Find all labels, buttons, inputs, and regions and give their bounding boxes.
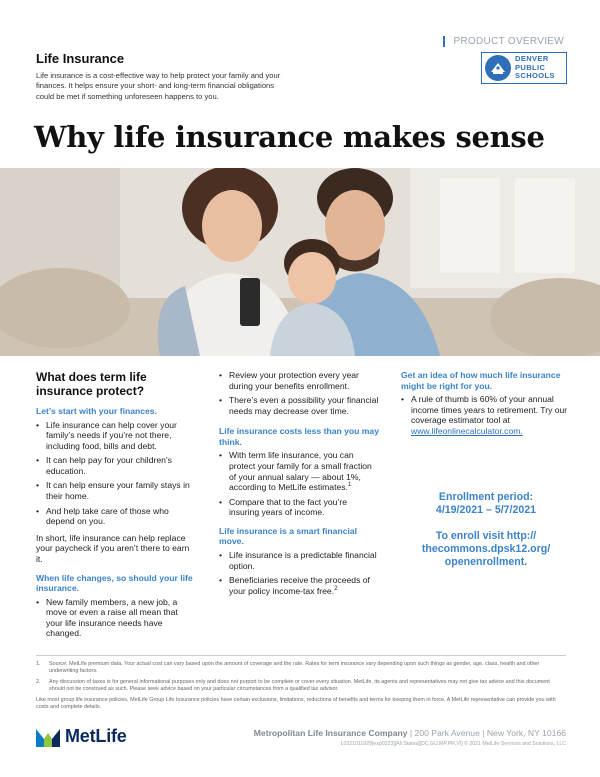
company-address: Metropolitan Life Insurance Company | 200 Park Avenue | New York, NY 10166 bbox=[253, 728, 566, 738]
footnote-2: 2. Any discussion of taxes is for general informational purposes only and does not purport to be complete or cover every situation. MetLife, its agents and representatives may not give tax advice and this document should not be construed as such. Please seek advice based on your particular circumstances from a qualified tax advisor. bbox=[36, 679, 550, 692]
estimate-list bbox=[401, 394, 571, 436]
column-term-life bbox=[36, 370, 196, 643]
footnote-ref: 1 bbox=[347, 482, 352, 489]
dps-logo bbox=[481, 52, 567, 84]
intro-text: Life insurance is a cost-effective way to help protect your family and your finances. It helps ensure your short- and long-term financial obligations could be met if something unforeseen happens to you. bbox=[36, 71, 281, 101]
product-overview-tag bbox=[443, 36, 564, 47]
family-photo bbox=[0, 168, 600, 356]
footnotes bbox=[36, 655, 566, 711]
list-item: • There’s even a possibility your financial needs may decrease over time. bbox=[219, 395, 379, 416]
list-item: • Review your protection every year during your benefits enrollment. bbox=[219, 370, 379, 391]
dps-seal-icon bbox=[485, 55, 511, 81]
footnote-ref: 2 bbox=[334, 585, 338, 592]
life-changes-list bbox=[36, 597, 196, 639]
column-estimate bbox=[401, 370, 571, 440]
list-item: • It can help pay for your children’s education. bbox=[36, 455, 196, 476]
column2-subheading-costs: Life insurance costs less than you may think. bbox=[219, 426, 379, 447]
dps-logo-text: DENVER PUBLIC SCHOOLS bbox=[515, 54, 555, 81]
footnote-1: 1. Source: MetLife premium data. Your actual cost can vary based upon the amount of coverage and the rate. Rates for term insurance vary depending upon such things as gender, age, class, health and other underwriting factors. bbox=[36, 661, 540, 674]
column1-summary: In short, life insurance can help replace your paycheck if you aren’t there to earn it. bbox=[36, 532, 190, 565]
column2-subheading-smart-move: Life insurance is a smart financial move. bbox=[219, 525, 358, 547]
metlife-wordmark: MetLife bbox=[65, 725, 127, 746]
review-list bbox=[219, 370, 379, 416]
list-item: • And help take care of those who depend on you. bbox=[36, 506, 196, 527]
metlife-logo bbox=[36, 725, 127, 747]
enrollment-label: Enrollment period: bbox=[438, 491, 534, 503]
costs-list bbox=[219, 450, 379, 518]
enrollment-dates: 4/19/2021 – 5/7/2021 bbox=[435, 504, 537, 516]
enroll-url-line1[interactable]: To enroll visit http:// bbox=[435, 530, 537, 542]
enroll-url-line3[interactable]: openenrollment. bbox=[444, 556, 528, 568]
finances-list bbox=[36, 420, 196, 527]
column1-heading: What does term life insurance protect? bbox=[36, 370, 147, 398]
product-overview-label: PRODUCT OVERVIEW bbox=[453, 36, 564, 47]
list-item: • Beneficiaries receive the proceeds of your policy income-tax free.$^2$ bbox=[219, 575, 379, 596]
column-costs bbox=[219, 370, 379, 600]
list-item: • It can help ensure your family stays in their home. bbox=[36, 480, 196, 501]
metlife-m-icon bbox=[36, 725, 60, 747]
list-item: • Life insurance is a predictable financial option. bbox=[219, 550, 379, 571]
enroll-url-line2[interactable]: thecommons.dpsk12.org/ bbox=[421, 543, 551, 555]
list-item: • With term life insurance, you can protect your family for a small fraction of your annual salary — about 1%, according to MetLife estimates.$^1$ bbox=[219, 450, 379, 492]
accent-bar bbox=[443, 36, 445, 47]
list-item: • Compare that to the fact you’re insuring years of income. bbox=[219, 497, 379, 518]
column3-subheading: Get an idea of how much life insurance might be right for you. bbox=[401, 370, 561, 391]
list-item: • A rule of thumb is 60% of your annual income times years to retirement. Try our coverage estimator tool at www.lifeonlinecalculator.com. bbox=[401, 394, 571, 436]
page-headline: Why life insurance makes sense bbox=[34, 120, 545, 154]
list-item: • Life insurance can help cover your family’s needs if you’re not there, including food, bills and debt. bbox=[36, 420, 196, 452]
column1-subheading-finances: Let’s start with your finances. bbox=[36, 406, 157, 416]
enrollment-box bbox=[401, 491, 571, 569]
calculator-link[interactable]: www.lifeonlinecalculator.com. bbox=[411, 425, 523, 436]
column1-subheading-life-changes: When life changes, so should your life insurance. bbox=[36, 572, 193, 594]
section-title: Life Insurance bbox=[36, 51, 125, 66]
policy-disclaimer: Like most group life insurance policies, MetLife Group Life Insurance policies have certain exclusions, limitations, reductions of benefits and terms for keeping them in force. A MetLife representative can provide you with costs and complete details. bbox=[36, 697, 556, 710]
list-item: • New family members, a new job, a move or even a raise all mean that your life insurance needs have changed. bbox=[36, 597, 196, 639]
smart-move-list bbox=[219, 550, 379, 596]
legal-code: L0321011929[exp0323][All States][DC,GU,MP,PR,VI] © 2021 MetLife Services and Solutions, LLC bbox=[340, 741, 566, 747]
